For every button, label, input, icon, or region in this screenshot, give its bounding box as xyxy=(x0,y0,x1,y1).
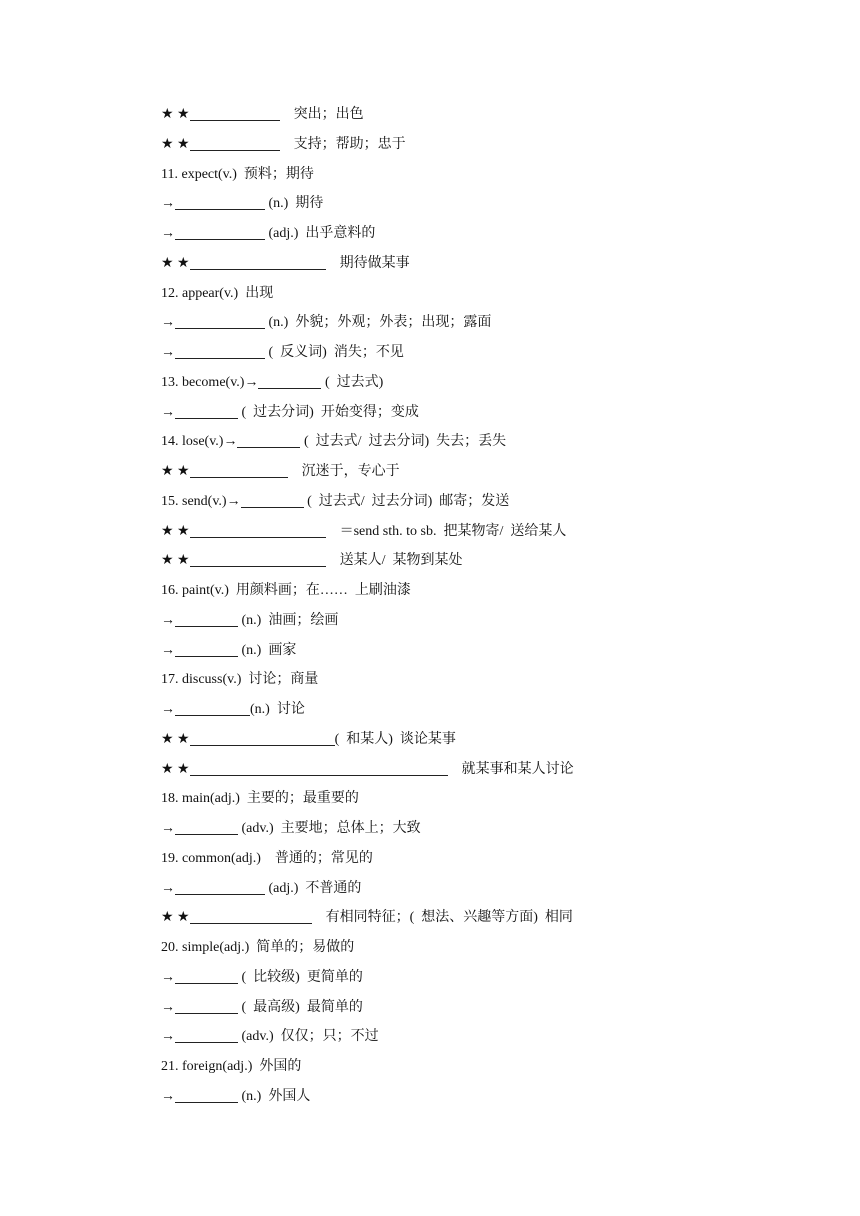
line-text: → xyxy=(161,612,175,628)
line-text: 有相同特征；( 想法、兴趣等方面) 相同 xyxy=(311,910,573,926)
answer-blank[interactable] xyxy=(175,817,238,835)
answer-blank[interactable] xyxy=(175,996,238,1014)
line-text: 期待做某事 xyxy=(325,255,410,271)
answer-blank[interactable] xyxy=(258,371,321,389)
line-text: → xyxy=(161,1029,175,1045)
line-text: 15. send(v.)→ xyxy=(161,493,241,509)
line-text: ★ ★ xyxy=(161,107,190,122)
answer-blank[interactable] xyxy=(175,192,265,210)
vocab-line xyxy=(161,728,801,758)
answer-blank[interactable] xyxy=(175,609,238,627)
vocab-line xyxy=(161,966,801,996)
vocab-line xyxy=(161,103,801,133)
line-text: → xyxy=(161,226,175,241)
vocab-line xyxy=(161,282,801,312)
vocab-line xyxy=(161,520,801,550)
line-text: 19. common(adj.) 普通的；常见的 xyxy=(161,850,373,866)
vocab-line xyxy=(161,847,801,877)
vocab-line xyxy=(161,787,801,817)
line-text: 送某人/ 某物到某处 xyxy=(325,553,463,569)
vocab-line xyxy=(161,1055,801,1085)
vocab-line xyxy=(161,311,801,341)
vocab-line xyxy=(161,222,801,252)
line-text: ( 过去式/ 过去分词) 邮寄；发送 xyxy=(303,493,510,509)
line-text: → xyxy=(161,404,175,420)
vocab-line xyxy=(161,549,801,579)
line-text: 突出；出色 xyxy=(279,107,364,122)
line-text: ★ ★ xyxy=(161,464,190,479)
vocab-line xyxy=(161,906,801,936)
answer-blank[interactable] xyxy=(175,966,238,984)
vocab-line xyxy=(161,192,801,222)
line-text: → xyxy=(161,345,175,360)
line-text: (adv.) 主要地；总体上；大致 xyxy=(238,821,421,836)
vocab-line xyxy=(161,698,801,728)
line-text: 18. main(adj.) 主要的；最重要的 xyxy=(161,791,359,807)
vocab-line xyxy=(161,1085,801,1115)
line-text: 沉迷于，专心于 xyxy=(287,464,400,479)
line-text: → xyxy=(161,702,175,717)
answer-blank[interactable] xyxy=(175,401,238,419)
answer-blank[interactable] xyxy=(175,639,238,657)
line-text: ( 过去式/ 过去分词) 失去；丢失 xyxy=(300,434,507,450)
line-text: ( 过去分词) 开始变得；变成 xyxy=(238,404,419,420)
line-text: (n.) 油画；绘画 xyxy=(238,612,339,628)
line-text: ( 最高级) 最简单的 xyxy=(238,999,363,1015)
vocab-line xyxy=(161,817,801,847)
line-text: 21. foreign(adj.) 外国的 xyxy=(161,1059,302,1074)
line-text: (n.) 画家 xyxy=(238,642,297,658)
line-text: → xyxy=(161,999,175,1015)
vocab-line xyxy=(161,163,801,193)
line-text: 20. simple(adj.) 简单的；易做的 xyxy=(161,940,355,955)
line-text: → xyxy=(161,880,175,896)
answer-blank[interactable] xyxy=(190,906,312,924)
line-text: ★ ★ xyxy=(161,910,190,926)
vocab-line xyxy=(161,252,801,282)
answer-blank[interactable] xyxy=(175,222,265,240)
line-text: (adv.) 仅仅；只；不过 xyxy=(238,1029,379,1045)
answer-blank[interactable] xyxy=(175,698,250,716)
vocab-line xyxy=(161,1025,801,1055)
line-text: ★ ★ xyxy=(161,523,190,539)
vocabulary-list xyxy=(161,103,801,1115)
answer-blank[interactable] xyxy=(190,133,280,151)
line-text: → xyxy=(161,315,175,331)
line-text: ( 过去式) xyxy=(321,374,384,390)
line-text: ★ ★ xyxy=(161,731,190,747)
vocab-line xyxy=(161,371,801,401)
line-text: (n.) 外国人 xyxy=(238,1088,311,1104)
answer-blank[interactable] xyxy=(190,549,326,567)
line-text: (adj.) 出乎意料的 xyxy=(265,226,376,241)
vocab-line xyxy=(161,401,801,431)
vocab-line xyxy=(161,609,801,639)
answer-blank[interactable] xyxy=(237,430,300,448)
answer-blank[interactable] xyxy=(190,460,288,478)
answer-blank[interactable] xyxy=(175,1085,238,1103)
vocab-line xyxy=(161,430,801,460)
vocab-line xyxy=(161,460,801,490)
vocab-line xyxy=(161,877,801,907)
line-text: 14. lose(v.)→ xyxy=(161,434,238,450)
line-text: 17. discuss(v.) 讨论；商量 xyxy=(161,672,319,688)
line-text: ＝send sth. to sb. 把某物寄/ 送给某人 xyxy=(325,523,567,539)
vocab-line xyxy=(161,639,801,669)
vocab-line xyxy=(161,133,801,163)
line-text: ( 和某人) 谈论某事 xyxy=(334,731,456,747)
line-text: ★ ★ xyxy=(161,553,190,569)
line-text: ★ ★ xyxy=(161,255,190,271)
line-text: → xyxy=(161,1088,175,1104)
vocab-line xyxy=(161,341,801,371)
answer-blank[interactable] xyxy=(190,728,335,746)
vocab-line xyxy=(161,490,801,520)
answer-blank[interactable] xyxy=(190,758,448,776)
answer-blank[interactable] xyxy=(175,341,265,359)
line-text: (adj.) 不普通的 xyxy=(265,880,362,896)
line-text: 13. become(v.)→ xyxy=(161,374,259,390)
line-text: ★ ★ xyxy=(161,761,190,777)
answer-blank[interactable] xyxy=(190,520,326,538)
line-text: 16. paint(v.) 用颜料画；在…… 上刷油漆 xyxy=(161,583,411,598)
line-text: ( 比较级) 更简单的 xyxy=(238,969,363,985)
vocab-line xyxy=(161,668,801,698)
answer-blank[interactable] xyxy=(190,252,326,270)
line-text: → xyxy=(161,969,175,985)
answer-blank[interactable] xyxy=(175,1025,238,1043)
line-text: ( 反义词) 消失；不见 xyxy=(265,345,404,360)
vocab-line xyxy=(161,758,801,788)
line-text: → xyxy=(161,642,175,658)
line-text: 12. appear(v.) 出现 xyxy=(161,285,274,301)
line-text: ★ ★ xyxy=(161,136,190,152)
line-text: (n.) 讨论 xyxy=(250,702,305,717)
vocab-line xyxy=(161,579,801,609)
line-text: 11. expect(v.) 预料；期待 xyxy=(161,166,314,182)
vocab-line xyxy=(161,996,801,1026)
line-text: 就某事和某人讨论 xyxy=(447,761,574,777)
vocab-line xyxy=(161,936,801,966)
answer-blank[interactable] xyxy=(241,490,304,508)
line-text: (n.) 外貌；外观；外表；出现；露面 xyxy=(265,315,492,331)
line-text: (n.) 期待 xyxy=(265,196,324,212)
answer-blank[interactable] xyxy=(190,103,280,121)
answer-blank[interactable] xyxy=(175,311,265,329)
line-text: 支持；帮助；忠于 xyxy=(279,136,406,152)
line-text: → xyxy=(161,196,175,212)
answer-blank[interactable] xyxy=(175,877,265,895)
line-text: → xyxy=(161,821,175,836)
